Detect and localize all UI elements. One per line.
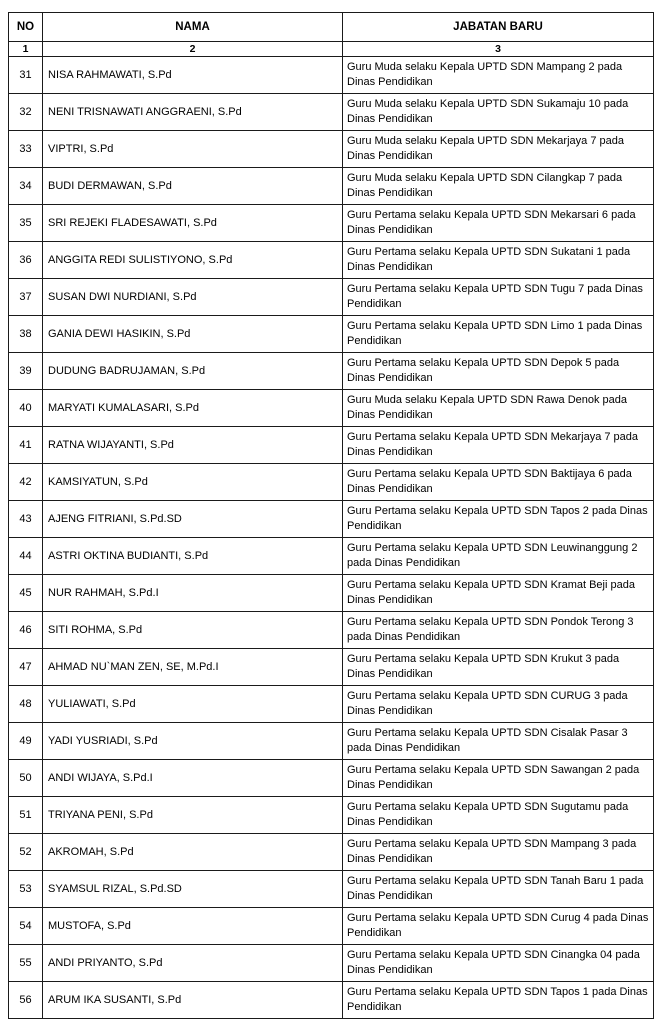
new-position-cell: Guru Pertama selaku Kepala UPTD SDN Cinangka 04 pada Dinas Pendidikan — [343, 945, 654, 982]
new-position-cell: Guru Muda selaku Kepala UPTD SDN Cilangkap 7 pada Dinas Pendidikan — [343, 168, 654, 205]
table-row — [9, 242, 654, 279]
name-cell: ANDI WIJAYA, S.Pd.I — [43, 760, 343, 797]
new-position-cell: Guru Pertama selaku Kepala UPTD SDN CURUG 3 pada Dinas Pendidikan — [343, 686, 654, 723]
new-position-cell: Guru Pertama selaku Kepala UPTD SDN Sukatani 1 pada Dinas Pendidikan — [343, 242, 654, 279]
table-row — [9, 871, 654, 908]
new-position-cell: Guru Pertama selaku Kepala UPTD SDN Mekarjaya 7 pada Dinas Pendidikan — [343, 427, 654, 464]
new-position-cell: Guru Muda selaku Kepala UPTD SDN Mekarjaya 7 pada Dinas Pendidikan — [343, 131, 654, 168]
name-cell: ANDI PRIYANTO, S.Pd — [43, 945, 343, 982]
row-number-cell: 46 — [9, 612, 43, 649]
row-number-cell: 41 — [9, 427, 43, 464]
row-number-cell: 51 — [9, 797, 43, 834]
row-number-cell: 32 — [9, 94, 43, 131]
table-row — [9, 316, 654, 353]
new-position-cell: Guru Pertama selaku Kepala UPTD SDN Kramat Beji pada Dinas Pendidikan — [343, 575, 654, 612]
table-row — [9, 908, 654, 945]
row-number-cell: 52 — [9, 834, 43, 871]
row-number-cell: 37 — [9, 279, 43, 316]
column-number-row — [9, 42, 654, 57]
row-number-cell: 44 — [9, 538, 43, 575]
column-number-2: 2 — [43, 42, 343, 57]
new-position-cell: Guru Pertama selaku Kepala UPTD SDN Tapos 1 pada Dinas Pendidikan — [343, 982, 654, 1019]
new-position-cell: Guru Pertama selaku Kepala UPTD SDN Depok 5 pada Dinas Pendidikan — [343, 353, 654, 390]
name-cell: YADI YUSRIADI, S.Pd — [43, 723, 343, 760]
name-cell: AJENG FITRIANI, S.Pd.SD — [43, 501, 343, 538]
table-row — [9, 686, 654, 723]
row-number-cell: 31 — [9, 57, 43, 94]
row-number-cell: 48 — [9, 686, 43, 723]
name-cell: RATNA WIJAYANTI, S.Pd — [43, 427, 343, 464]
header-jabatan-baru: JABATAN BARU — [343, 13, 654, 42]
table-row — [9, 834, 654, 871]
table-row — [9, 168, 654, 205]
row-number-cell: 47 — [9, 649, 43, 686]
row-number-cell: 54 — [9, 908, 43, 945]
new-position-cell: Guru Muda selaku Kepala UPTD SDN Mampang 2 pada Dinas Pendidikan — [343, 57, 654, 94]
new-position-cell: Guru Pertama selaku Kepala UPTD SDN Tanah Baru 1 pada Dinas Pendidikan — [343, 871, 654, 908]
new-position-cell: Guru Muda selaku Kepala UPTD SDN Sukamaju 10 pada Dinas Pendidikan — [343, 94, 654, 131]
row-number-cell: 53 — [9, 871, 43, 908]
row-number-cell: 40 — [9, 390, 43, 427]
table-row — [9, 538, 654, 575]
table-row — [9, 649, 654, 686]
table-row — [9, 575, 654, 612]
new-position-cell: Guru Pertama selaku Kepala UPTD SDN Tapos 2 pada Dinas Pendidikan — [343, 501, 654, 538]
table-row — [9, 464, 654, 501]
name-cell: MARYATI KUMALASARI, S.Pd — [43, 390, 343, 427]
table-body — [9, 57, 654, 1019]
name-cell: SRI REJEKI FLADESAWATI, S.Pd — [43, 205, 343, 242]
table-row — [9, 723, 654, 760]
name-cell: MUSTOFA, S.Pd — [43, 908, 343, 945]
column-number-1: 1 — [9, 42, 43, 57]
row-number-cell: 55 — [9, 945, 43, 982]
name-cell: GANIA DEWI HASIKIN, S.Pd — [43, 316, 343, 353]
name-cell: AHMAD NU`MAN ZEN, SE, M.Pd.I — [43, 649, 343, 686]
name-cell: TRIYANA PENI, S.Pd — [43, 797, 343, 834]
header-no: NO — [9, 13, 43, 42]
row-number-cell: 56 — [9, 982, 43, 1019]
row-number-cell: 39 — [9, 353, 43, 390]
table-header-row — [9, 13, 654, 42]
column-number-3: 3 — [343, 42, 654, 57]
table-row — [9, 279, 654, 316]
new-position-cell: Guru Pertama selaku Kepala UPTD SDN Mekarsari 6 pada Dinas Pendidikan — [343, 205, 654, 242]
new-position-cell: Guru Pertama selaku Kepala UPTD SDN Baktijaya 6 pada Dinas Pendidikan — [343, 464, 654, 501]
row-number-cell: 34 — [9, 168, 43, 205]
new-position-cell: Guru Pertama selaku Kepala UPTD SDN Pondok Terong 3 pada Dinas Pendidikan — [343, 612, 654, 649]
appointments-table — [8, 12, 654, 1019]
table-row — [9, 390, 654, 427]
row-number-cell: 42 — [9, 464, 43, 501]
table-row — [9, 94, 654, 131]
table-row — [9, 760, 654, 797]
table-row — [9, 427, 654, 464]
row-number-cell: 35 — [9, 205, 43, 242]
new-position-cell: Guru Pertama selaku Kepala UPTD SDN Limo 1 pada Dinas Pendidikan — [343, 316, 654, 353]
new-position-cell: Guru Pertama selaku Kepala UPTD SDN Mampang 3 pada Dinas Pendidikan — [343, 834, 654, 871]
name-cell: NENI TRISNAWATI ANGGRAENI, S.Pd — [43, 94, 343, 131]
new-position-cell: Guru Pertama selaku Kepala UPTD SDN Curug 4 pada Dinas Pendidikan — [343, 908, 654, 945]
name-cell: NUR RAHMAH, S.Pd.I — [43, 575, 343, 612]
name-cell: SITI ROHMA, S.Pd — [43, 612, 343, 649]
row-number-cell: 33 — [9, 131, 43, 168]
row-number-cell: 36 — [9, 242, 43, 279]
table-row — [9, 205, 654, 242]
row-number-cell: 50 — [9, 760, 43, 797]
name-cell: KAMSIYATUN, S.Pd — [43, 464, 343, 501]
name-cell: ASTRI OKTINA BUDIANTI, S.Pd — [43, 538, 343, 575]
table-row — [9, 57, 654, 94]
table-row — [9, 501, 654, 538]
table-row — [9, 131, 654, 168]
name-cell: SUSAN DWI NURDIANI, S.Pd — [43, 279, 343, 316]
name-cell: YULIAWATI, S.Pd — [43, 686, 343, 723]
name-cell: ANGGITA REDI SULISTIYONO, S.Pd — [43, 242, 343, 279]
name-cell: AKROMAH, S.Pd — [43, 834, 343, 871]
table-row — [9, 353, 654, 390]
table-row — [9, 797, 654, 834]
table-row — [9, 982, 654, 1019]
new-position-cell: Guru Pertama selaku Kepala UPTD SDN Cisalak Pasar 3 pada Dinas Pendidikan — [343, 723, 654, 760]
table-row — [9, 945, 654, 982]
new-position-cell: Guru Pertama selaku Kepala UPTD SDN Tugu 7 pada Dinas Pendidikan — [343, 279, 654, 316]
table-row — [9, 612, 654, 649]
row-number-cell: 49 — [9, 723, 43, 760]
new-position-cell: Guru Pertama selaku Kepala UPTD SDN Krukut 3 pada Dinas Pendidikan — [343, 649, 654, 686]
row-number-cell: 38 — [9, 316, 43, 353]
new-position-cell: Guru Muda selaku Kepala UPTD SDN Rawa Denok pada Dinas Pendidikan — [343, 390, 654, 427]
name-cell: BUDI DERMAWAN, S.Pd — [43, 168, 343, 205]
row-number-cell: 45 — [9, 575, 43, 612]
name-cell: ARUM IKA SUSANTI, S.Pd — [43, 982, 343, 1019]
name-cell: DUDUNG BADRUJAMAN, S.Pd — [43, 353, 343, 390]
new-position-cell: Guru Pertama selaku Kepala UPTD SDN Leuwinanggung 2 pada Dinas Pendidikan — [343, 538, 654, 575]
row-number-cell: 43 — [9, 501, 43, 538]
name-cell: SYAMSUL RIZAL, S.Pd.SD — [43, 871, 343, 908]
header-nama: NAMA — [43, 13, 343, 42]
new-position-cell: Guru Pertama selaku Kepala UPTD SDN Sawangan 2 pada Dinas Pendidikan — [343, 760, 654, 797]
name-cell: NISA RAHMAWATI, S.Pd — [43, 57, 343, 94]
new-position-cell: Guru Pertama selaku Kepala UPTD SDN Sugutamu pada Dinas Pendidikan — [343, 797, 654, 834]
name-cell: VIPTRI, S.Pd — [43, 131, 343, 168]
